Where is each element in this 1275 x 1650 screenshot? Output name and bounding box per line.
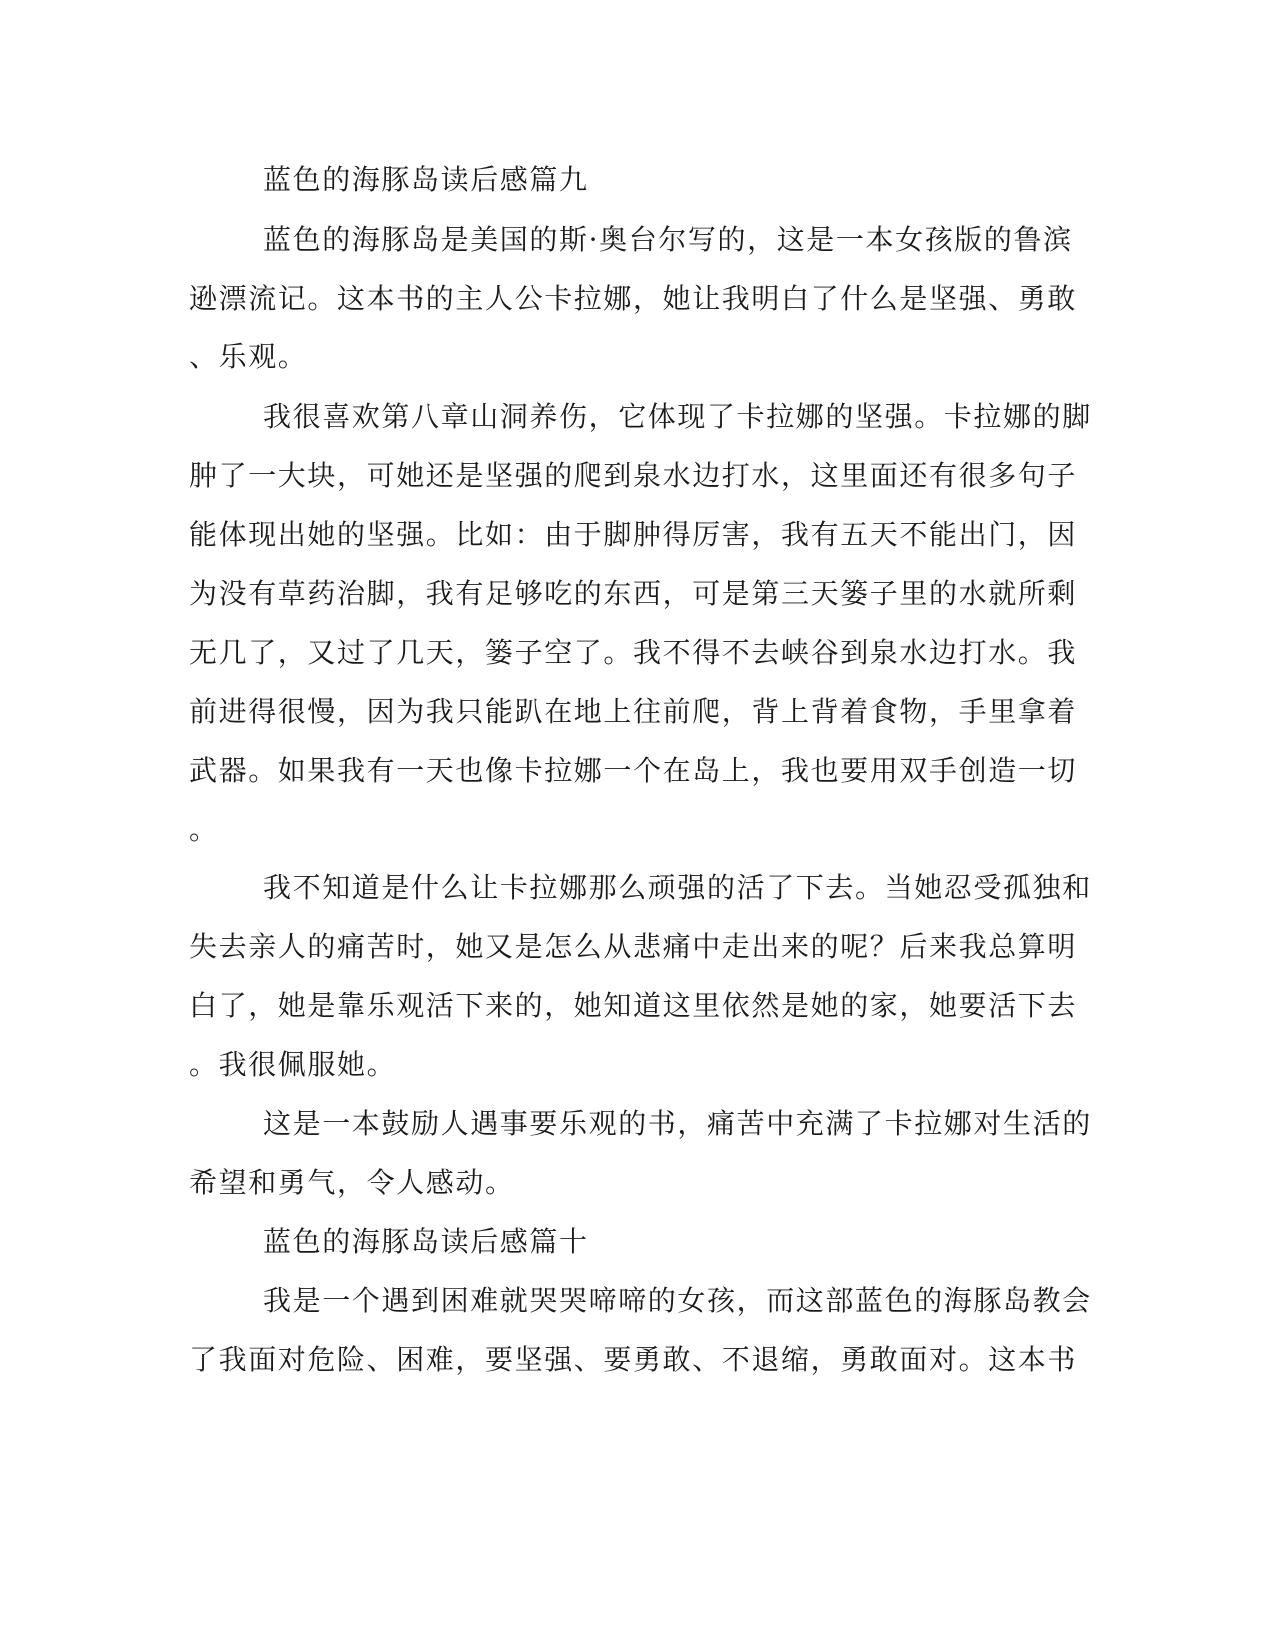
paragraph-line: 前进得很慢，因为我只能趴在地上往前爬，背上背着食物，手里拿着 xyxy=(189,695,1078,728)
paragraph-line: 希望和勇气，令人感动。 xyxy=(189,1166,515,1199)
paragraph-line: 我是一个遇到困难就哭哭啼啼的女孩，而这部蓝色的海豚岛教会 xyxy=(263,1284,1092,1317)
paragraph-line: 无几了，又过了几天，篓子空了。我不得不去峡谷到泉水边打水。我 xyxy=(189,636,1078,669)
paragraph-line: 我很喜欢第八章山洞养伤，它体现了卡拉娜的坚强。卡拉娜的脚 xyxy=(263,400,1092,433)
paragraph-line: 逊漂流记。这本书的主人公卡拉娜，她让我明白了什么是坚强、勇敢 xyxy=(189,282,1078,315)
paragraph-line: 肿了一大块，可她还是坚强的爬到泉水边打水，这里面还有很多句子 xyxy=(189,459,1078,492)
section-heading-9: 蓝色的海豚岛读后感篇九 xyxy=(263,163,589,196)
paragraph-line: 、乐观。 xyxy=(189,340,308,373)
paragraph-line: 白了，她是靠乐观活下来的，她知道这里依然是她的家，她要活下去 xyxy=(189,989,1078,1022)
paragraph-line: 能体现出她的坚强。比如：由于脚肿得厉害，我有五天不能出门，因 xyxy=(189,518,1078,551)
section-heading-10: 蓝色的海豚岛读后感篇十 xyxy=(263,1225,589,1258)
paragraph-line: 为没有草药治脚，我有足够吃的东西，可是第三天篓子里的水就所剩 xyxy=(189,577,1078,610)
paragraph-line: 蓝色的海豚岛是美国的斯·奥台尔写的，这是一本女孩版的鲁滨 xyxy=(263,223,1073,256)
paragraph-line: 失去亲人的痛苦时，她又是怎么从悲痛中走出来的呢？后来我总算明 xyxy=(189,930,1078,963)
paragraph-line: 武器。如果我有一天也像卡拉娜一个在岛上，我也要用双手创造一切 xyxy=(189,754,1078,787)
paragraph-line: 我不知道是什么让卡拉娜那么顽强的活了下去。当她忍受孤独和 xyxy=(263,871,1092,904)
paragraph-line: 这是一本鼓励人遇事要乐观的书，痛苦中充满了卡拉娜对生活的 xyxy=(263,1107,1092,1140)
paragraph-line: 。 xyxy=(189,813,219,846)
paragraph-line: 。我很佩服她。 xyxy=(189,1048,397,1081)
paragraph-line: 了我面对危险、困难，要坚强、要勇敢、不退缩，勇敢面对。这本书 xyxy=(189,1343,1078,1376)
